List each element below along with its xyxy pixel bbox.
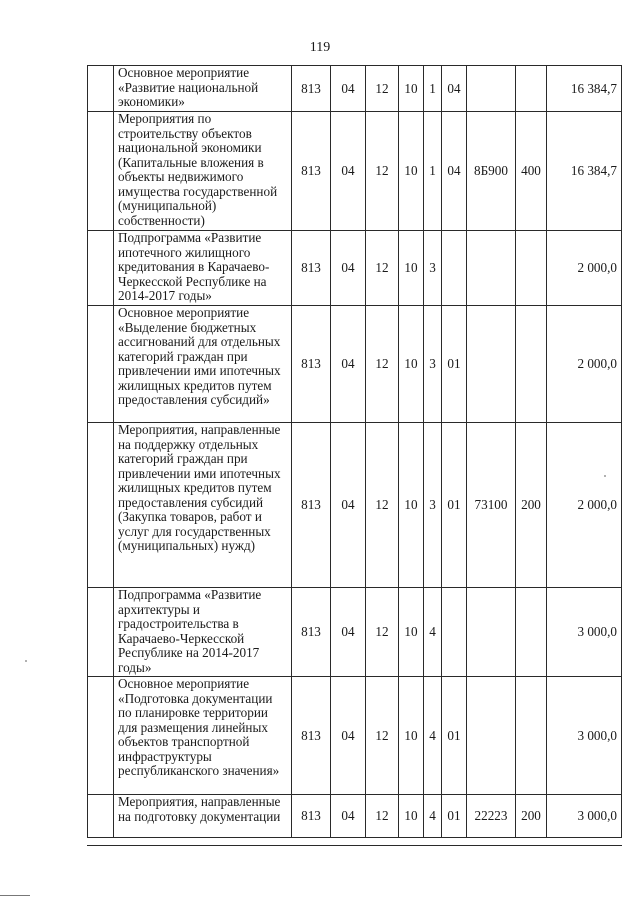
direction-code-cell xyxy=(467,66,516,112)
program-code-cell: 10 xyxy=(399,231,424,306)
section-code-cell: 04 xyxy=(331,66,366,112)
page-number: 119 xyxy=(309,40,331,55)
section-code-cell: 04 xyxy=(331,112,366,231)
subsection-code-cell: 12 xyxy=(366,231,399,306)
table-row xyxy=(88,231,622,306)
subprogram-code-cell: 1 xyxy=(424,112,442,231)
direction-code-cell: 73100 xyxy=(467,423,516,588)
subprogram-code-cell: 3 xyxy=(424,306,442,423)
activity-code-cell: 01 xyxy=(442,677,467,795)
expense-type-cell xyxy=(516,231,547,306)
section-code-cell: 04 xyxy=(331,677,366,795)
item-name-cell: Основное мероприятие «Выделение бюджетных ассигнований для отдельных категорий граждан при привлечении ими ипотечных жилищных кредитов путем предоставления субсидий» xyxy=(114,306,292,423)
program-code-cell: 10 xyxy=(399,112,424,231)
activity-code-cell xyxy=(442,588,467,677)
amount-cell: 2 000,0 xyxy=(547,423,622,588)
item-name-cell: Подпрограмма «Развитие архитектуры и градостроительства в Карачаево-Черкесской Республике на 2014-2017 годы» xyxy=(114,588,292,677)
direction-code-cell: 8Б900 xyxy=(467,112,516,231)
amount-cell: 16 384,7 xyxy=(547,66,622,112)
direction-code-cell: 22223 xyxy=(467,795,516,838)
program-code-cell: 10 xyxy=(399,588,424,677)
expense-type-cell: 200 xyxy=(516,423,547,588)
direction-code-cell xyxy=(467,588,516,677)
expense-type-cell xyxy=(516,677,547,795)
section-code-cell: 04 xyxy=(331,306,366,423)
item-name-cell: Основное мероприятие «Подготовка документации по планировке территории для размещения линейных объектов транспортной инфраструктуры республиканского значения» xyxy=(114,677,292,795)
section-code-cell: 04 xyxy=(331,423,366,588)
table-row xyxy=(88,66,622,112)
scan-speck xyxy=(25,660,27,662)
row-margin-cell xyxy=(88,588,114,677)
budget-table-body xyxy=(88,66,622,838)
item-name-cell: Подпрограмма «Развитие ипотечного жилищного кредитования в Карачаево-Черкесской Республике на 2014-2017 годы» xyxy=(114,231,292,306)
subsection-code-cell: 12 xyxy=(366,423,399,588)
program-code-cell: 10 xyxy=(399,423,424,588)
table-row xyxy=(88,112,622,231)
program-code-cell: 10 xyxy=(399,66,424,112)
section-code-cell: 04 xyxy=(331,588,366,677)
direction-code-cell xyxy=(467,231,516,306)
subprogram-code-cell: 3 xyxy=(424,423,442,588)
table-row xyxy=(88,795,622,838)
subprogram-code-cell: 4 xyxy=(424,677,442,795)
row-margin-cell xyxy=(88,66,114,112)
activity-code-cell: 01 xyxy=(442,795,467,838)
item-name-cell: Мероприятия по строительству объектов национальной экономики (Капитальные вложения в объекты недвижимого имущества государственной (муниципальной) собственности) xyxy=(114,112,292,231)
row-margin-cell xyxy=(88,231,114,306)
expense-type-cell xyxy=(516,588,547,677)
activity-code-cell: 04 xyxy=(442,112,467,231)
item-name-cell: Мероприятия, направленные на подготовку документации xyxy=(114,795,292,838)
subsection-code-cell: 12 xyxy=(366,677,399,795)
budget-table-sheet xyxy=(87,65,622,838)
amount-cell: 3 000,0 xyxy=(547,795,622,838)
grbs-code-cell: 813 xyxy=(292,112,331,231)
activity-code-cell: 04 xyxy=(442,66,467,112)
activity-code-cell: 01 xyxy=(442,306,467,423)
expense-type-cell: 200 xyxy=(516,795,547,838)
grbs-code-cell: 813 xyxy=(292,66,331,112)
subprogram-code-cell: 1 xyxy=(424,66,442,112)
program-code-cell: 10 xyxy=(399,677,424,795)
grbs-code-cell: 813 xyxy=(292,423,331,588)
subsection-code-cell: 12 xyxy=(366,306,399,423)
activity-code-cell xyxy=(442,231,467,306)
amount-cell: 2 000,0 xyxy=(547,231,622,306)
table-row xyxy=(88,588,622,677)
item-name-cell: Мероприятия, направленные на поддержку отдельных категорий граждан при привлечении ими ипотечных жилищных кредитов путем предоставления субсидий (Закупка товаров, работ и услуг для государственных (муниципальных) нужд) xyxy=(114,423,292,588)
table-row xyxy=(88,306,622,423)
expense-type-cell: 400 xyxy=(516,112,547,231)
amount-cell: 3 000,0 xyxy=(547,588,622,677)
item-name-cell: Основное мероприятие «Развитие национальной экономики» xyxy=(114,66,292,112)
subsection-code-cell: 12 xyxy=(366,795,399,838)
grbs-code-cell: 813 xyxy=(292,588,331,677)
subprogram-code-cell: 3 xyxy=(424,231,442,306)
row-margin-cell xyxy=(88,423,114,588)
section-code-cell: 04 xyxy=(331,231,366,306)
row-margin-cell xyxy=(88,677,114,795)
expense-type-cell xyxy=(516,66,547,112)
program-code-cell: 10 xyxy=(399,306,424,423)
amount-cell: 16 384,7 xyxy=(547,112,622,231)
direction-code-cell xyxy=(467,677,516,795)
subsection-code-cell: 12 xyxy=(366,112,399,231)
amount-cell: 3 000,0 xyxy=(547,677,622,795)
budget-table xyxy=(87,65,622,838)
amount-cell: 2 000,0 xyxy=(547,306,622,423)
subsection-code-cell: 12 xyxy=(366,66,399,112)
grbs-code-cell: 813 xyxy=(292,306,331,423)
table-row xyxy=(88,423,622,588)
row-margin-cell xyxy=(88,306,114,423)
subprogram-code-cell: 4 xyxy=(424,588,442,677)
grbs-code-cell: 813 xyxy=(292,795,331,838)
subprogram-code-cell: 4 xyxy=(424,795,442,838)
row-margin-cell xyxy=(88,112,114,231)
direction-code-cell xyxy=(467,306,516,423)
activity-code-cell: 01 xyxy=(442,423,467,588)
table-bottom-rule xyxy=(87,845,622,846)
subsection-code-cell: 12 xyxy=(366,588,399,677)
expense-type-cell xyxy=(516,306,547,423)
margin-tick xyxy=(0,895,30,896)
grbs-code-cell: 813 xyxy=(292,677,331,795)
table-row xyxy=(88,677,622,795)
section-code-cell: 04 xyxy=(331,795,366,838)
row-margin-cell xyxy=(88,795,114,838)
grbs-code-cell: 813 xyxy=(292,231,331,306)
program-code-cell: 10 xyxy=(399,795,424,838)
scan-speck xyxy=(604,475,606,477)
